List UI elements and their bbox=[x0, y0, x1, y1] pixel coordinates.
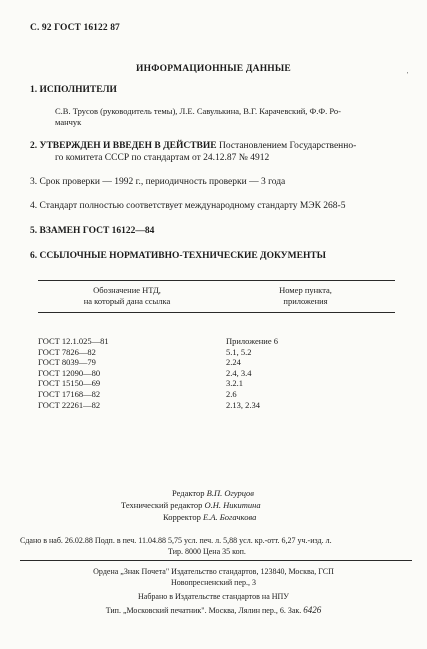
section-1-heading: 1. ИСПОЛНИТЕЛИ bbox=[30, 85, 117, 95]
table-top-rule bbox=[38, 280, 395, 281]
table-header-rule bbox=[38, 312, 395, 313]
table-cell-doc: ГОСТ 15150—69 bbox=[38, 378, 101, 389]
editor-label: Редактор bbox=[172, 488, 205, 498]
section-2-line2: го комитета СССР по стандартам от 24.12.87 № 4912 bbox=[55, 153, 270, 163]
table-cell-doc: ГОСТ 8039—79 bbox=[38, 357, 96, 368]
publisher-line2: Новопресненский пер., 3 bbox=[170, 578, 257, 587]
tech-editor-name: О.Н. Никитина bbox=[204, 500, 261, 510]
section-5: 5. ВЗАМЕН ГОСТ 16122—84 bbox=[30, 226, 155, 236]
table-col2-values bbox=[226, 336, 278, 410]
col2-header-line2: приложения bbox=[283, 296, 328, 306]
order-number: 6426 bbox=[303, 605, 322, 615]
col1-header-line1: Обозначение НТД, bbox=[93, 285, 161, 295]
table-header-col2 bbox=[216, 285, 395, 307]
table-cell-item: 2.24 bbox=[226, 357, 241, 368]
table-cell-doc: ГОСТ 17168—82 bbox=[38, 388, 101, 399]
table-cell-doc: ГОСТ 7826—82 bbox=[38, 346, 96, 357]
section-2 bbox=[30, 141, 356, 151]
tech-editor-credit bbox=[121, 500, 261, 510]
table-cell-item: 2.4, 3.4 bbox=[226, 367, 252, 378]
page-header: С. 92 ГОСТ 16122 87 bbox=[30, 23, 120, 33]
table-cell-item: 2.13, 2.34 bbox=[226, 399, 260, 410]
section-4: 4. Стандарт полностью соответствует международному стандарту МЭК 268-5 bbox=[30, 201, 346, 211]
table-cell-doc: ГОСТ 12090—80 bbox=[38, 367, 101, 378]
tech-editor-label: Технический редактор bbox=[121, 500, 203, 510]
page-title: ИНФОРМАЦИОННЫЕ ДАННЫЕ bbox=[136, 64, 291, 74]
table-cell-item: Приложение 6 bbox=[226, 336, 278, 346]
editor-name: В.П. Огурцов bbox=[206, 488, 254, 498]
table-header-col1 bbox=[38, 285, 216, 307]
imprint-line2: Тир. 8000 Цена 35 коп. bbox=[168, 547, 246, 556]
section-2-text: Постановлением Государственно- bbox=[216, 141, 357, 151]
proofreader-label: Корректор bbox=[163, 512, 201, 522]
col2-header-line1: Номер пункта, bbox=[279, 285, 332, 295]
corner-mark: ' bbox=[407, 71, 409, 79]
publisher-line3: Набрано в Издательстве стандартов на НПУ bbox=[138, 592, 289, 601]
section-1-body-line1: С.В. Трусов (руководитель темы), Л.Е. Савулькина, В.Г. Карачевский, Ф.Ф. Ро- bbox=[55, 106, 341, 116]
proofreader-credit bbox=[163, 512, 256, 522]
printer-text: Тип. „Московский печатник". Москва, Лялин пер., 6. Зак. bbox=[105, 606, 302, 615]
section-6: 6. ССЫЛОЧНЫЕ НОРМАТИВНО-ТЕХНИЧЕСКИЕ ДОКУМЕНТЫ bbox=[30, 251, 327, 261]
table-cell-doc: ГОСТ 12.1.025—81 bbox=[38, 336, 109, 346]
imprint-divider bbox=[20, 560, 412, 561]
imprint-line1: Сдано в наб. 26.02.88 Подп. в печ. 11.04.88 5,75 усл. печ. л. 5,88 усл. кр.-отт. 6,27 уч.-изд. л. bbox=[20, 536, 332, 545]
proofreader-name: Е.А. Богачкова bbox=[203, 512, 257, 522]
editor-credit bbox=[172, 488, 254, 498]
publisher-line1: Ордена „Знак Почета" Издательство стандартов, 123840, Москва, ГСП bbox=[93, 567, 334, 576]
table-cell-item: 2.6 bbox=[226, 388, 237, 399]
publisher-line4 bbox=[0, 605, 427, 615]
section-1-body-line2: манчук bbox=[55, 117, 82, 127]
table-cell-item: 3.2.1 bbox=[226, 378, 243, 389]
section-3: 3. Срок проверки — 1992 г., периодичность проверки — 3 года bbox=[30, 177, 286, 187]
col1-header-line2: на который дана ссылка bbox=[83, 296, 171, 306]
table-cell-doc: ГОСТ 22261—82 bbox=[38, 399, 101, 410]
section-2-heading: 2. УТВЕРЖДЕН И ВВЕДЕН В ДЕЙСТВИЕ bbox=[30, 141, 217, 151]
table-cell-item: 5.1, 5.2 bbox=[226, 346, 252, 357]
table-col1-values bbox=[38, 336, 109, 410]
